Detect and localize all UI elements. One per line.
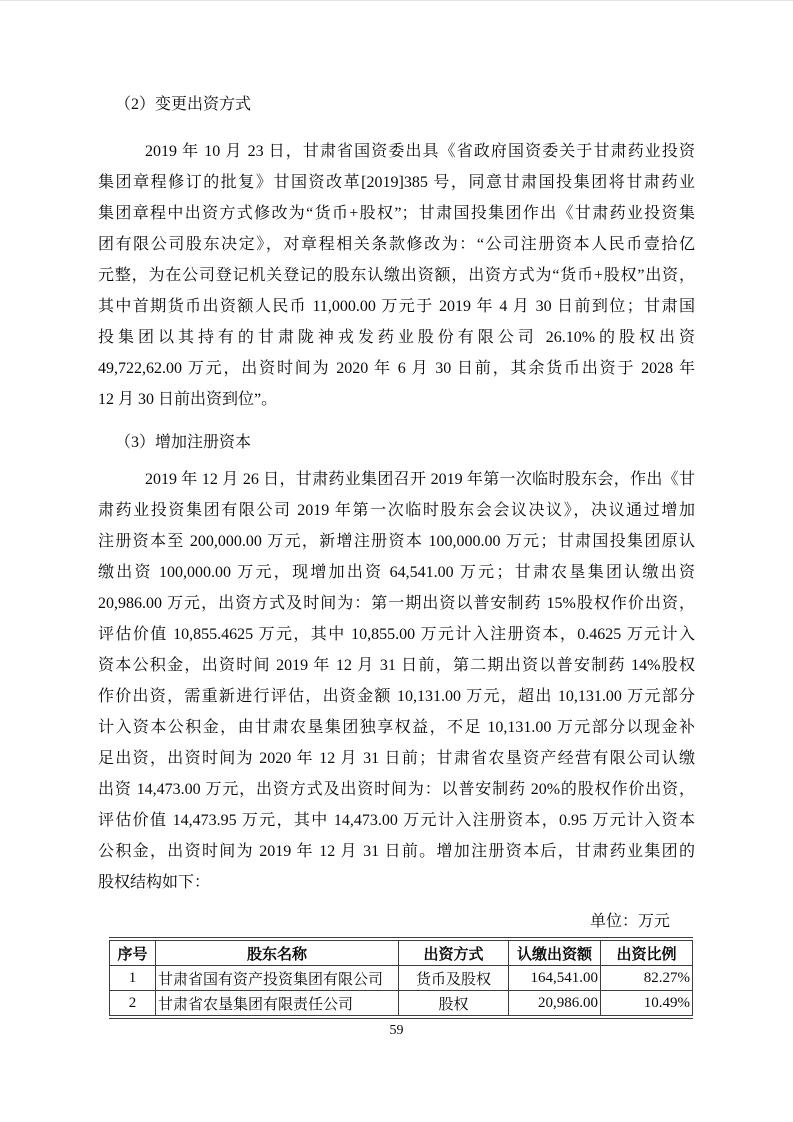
text-line: 足出资，出资时间为 2020 年 12 月 31 日前；甘肃省农垦资产经营有限公司认缴 bbox=[98, 750, 695, 767]
paragraph-change-method bbox=[98, 136, 695, 415]
text-line: 作价出资，需重新进行评估，出资金额 10,131.00 万元，超出 10,131.00 万元部分 bbox=[98, 688, 695, 705]
text-line: 资本公积金，出资时间 2019 年 12 月 31 日前，第二期出资以普安制药 14%股权 bbox=[98, 657, 695, 674]
shareholder-structure-table bbox=[109, 937, 693, 1019]
text-line: 评估价值 10,855.4625 万元，其中 10,855.00 万元计入注册资本，0.4625 万元计入 bbox=[98, 626, 695, 643]
text-line: 20,986.00 万元，出资方式及时间为：第一期出资以普安制药 15%股权作价出资， bbox=[98, 595, 695, 612]
text-line: 注册资本至 200,000.00 万元，新增注册资本 100,000.00 万元；甘肃国投集团原认 bbox=[98, 533, 695, 550]
paragraph-increase-capital bbox=[98, 464, 695, 898]
cell-amount: 20,986.00 bbox=[509, 991, 601, 1018]
text-line: 团有限公司股东决定》，对章程相关条款修改为：“公司注册资本人民币壹拾亿 bbox=[98, 236, 695, 253]
unit-note: 单位：万元 bbox=[589, 913, 670, 930]
section-heading-change-method: （2）变更出资方式 bbox=[115, 96, 252, 113]
text-line: 计入资本公积金，由甘肃农垦集团独享权益，不足 10,131.00 万元部分以现金补 bbox=[98, 719, 695, 736]
text-line: 2019 年 12 月 26 日，甘肃药业集团召开 2019 年第一次临时股东会，作出《甘 bbox=[145, 471, 695, 488]
text-line: 缴出资 100,000.00 万元，现增加出资 64,541.00 万元；甘肃农垦集团认缴出资 bbox=[98, 564, 695, 581]
text-line: 股权结构如下： bbox=[98, 874, 211, 891]
text-line: 出资 14,473.00 万元，出资方式及出资时间为：以普安制药 20%的股权作价出资， bbox=[98, 781, 695, 798]
text-line: 集团章程修订的批复》甘国资改革[2019]385 号，同意甘肃国投集团将甘肃药业 bbox=[98, 174, 695, 191]
column-header-amount: 认缴出资额 bbox=[509, 939, 601, 966]
page-number: 59 bbox=[389, 1023, 404, 1038]
table-row bbox=[110, 966, 693, 991]
cell-ratio: 82.27% bbox=[601, 966, 693, 991]
text-line: 其中首期货币出资额人民币 11,000.00 万元于 2019 年 4 月 30 日前到位；甘肃国 bbox=[98, 298, 695, 315]
column-header-shareholder: 股东名称 bbox=[156, 939, 399, 966]
text-line: 评估价值 14,473.95 万元，其中 14,473.00 万元计入注册资本，0.95 万元计入资本 bbox=[98, 812, 695, 829]
table-row bbox=[110, 991, 693, 1018]
column-header-method: 出资方式 bbox=[399, 939, 509, 966]
text-line: 投集团以其持有的甘肃陇神戎发药业股份有限公司 26.10%的股权出资 bbox=[98, 329, 695, 346]
cell-seq: 2 bbox=[110, 991, 156, 1018]
section-heading-increase-capital: （3）增加注册资本 bbox=[115, 434, 252, 451]
text-line: 2019 年 10 月 23 日，甘肃省国资委出具《省政府国资委关于甘肃药业投资 bbox=[145, 143, 695, 160]
cell-shareholder-name: 甘肃省国有资产投资集团有限公司 bbox=[156, 966, 399, 991]
cell-amount: 164,541.00 bbox=[509, 966, 601, 991]
text-line: 12 月 30 日前出资到位”。 bbox=[98, 391, 278, 408]
column-header-seq: 序号 bbox=[110, 939, 156, 966]
text-line: 公积金，出资时间为 2019 年 12 月 31 日前。增加注册资本后，甘肃药业集团的 bbox=[98, 843, 695, 860]
text-line: 集团章程中出资方式修改为“货币+股权”；甘肃国投集团作出《甘肃药业投资集 bbox=[98, 205, 695, 222]
column-header-ratio: 出资比例 bbox=[601, 939, 693, 966]
text-line: 49,722,62.00 万元，出资时间为 2020 年 6 月 30 日前，其余货币出资于 2028 年 bbox=[98, 360, 695, 377]
cell-ratio: 10.49% bbox=[601, 991, 693, 1018]
cell-seq: 1 bbox=[110, 966, 156, 991]
cell-method: 股权 bbox=[399, 991, 509, 1018]
text-line: 肃药业投资集团有限公司 2019 年第一次临时股东会会议决议》，决议通过增加 bbox=[98, 502, 695, 519]
cell-method: 货币及股权 bbox=[399, 966, 509, 991]
cell-shareholder-name: 甘肃省农垦集团有限责任公司 bbox=[156, 991, 399, 1018]
page-content bbox=[98, 1, 695, 1019]
text-line: 元整，为在公司登记机关登记的股东认缴出资额，出资方式为“货币+股权”出资， bbox=[98, 267, 695, 284]
table-header-row bbox=[110, 939, 693, 966]
